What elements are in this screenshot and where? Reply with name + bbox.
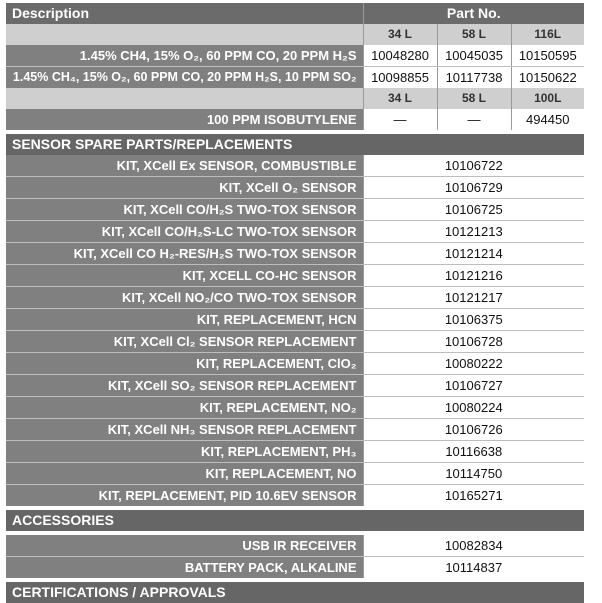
part-number: 10106727 <box>363 375 584 397</box>
part-label: BATTERY PACK, ALKALINE <box>6 557 363 579</box>
gas-mix-label: 100 PPM ISOBUTYLENE <box>6 109 363 130</box>
size-header-cell: 58 L <box>437 24 511 45</box>
section-header-row <box>6 582 584 603</box>
gas-mix-label: 1.45% CH4, 15% O₂, 60 PPM CO, 20 PPM H₂S <box>6 45 363 67</box>
part-number: 10080222 <box>363 353 584 375</box>
table-row <box>6 485 584 507</box>
table-row <box>6 67 584 89</box>
part-label: KIT, XCell NH₃ SENSOR REPLACEMENT <box>6 419 363 441</box>
part-number: 10117738 <box>437 67 511 89</box>
table-row <box>6 397 584 419</box>
part-number: 10116638 <box>363 441 584 463</box>
table-row <box>6 45 584 67</box>
table-row <box>6 199 584 221</box>
part-label: KIT, XCell O₂ SENSOR <box>6 177 363 199</box>
part-number: 10106725 <box>363 199 584 221</box>
gas-mix-label: 1.45% CH₄, 15% O₂, 60 PPM CO, 20 PPM H₂S, 10 PPM SO₂ <box>6 67 363 89</box>
size-header-cell: 58 L <box>437 88 511 109</box>
size-header-row <box>6 88 584 109</box>
description-header: Description <box>6 3 363 24</box>
part-number: 10121213 <box>363 221 584 243</box>
table-row <box>6 331 584 353</box>
size-header-blank <box>6 88 363 109</box>
parts-table <box>6 3 584 603</box>
part-number: 10150622 <box>511 67 584 89</box>
table-row <box>6 287 584 309</box>
part-number: 10106728 <box>363 331 584 353</box>
part-number: 10048280 <box>363 45 437 67</box>
part-number: 10045035 <box>437 45 511 67</box>
sensor-section-title: SENSOR SPARE PARTS/REPLACEMENTS <box>6 134 584 155</box>
part-number: — <box>437 109 511 130</box>
part-label: KIT, REPLACEMENT, PID 10.6EV SENSOR <box>6 485 363 507</box>
part-number: 10106729 <box>363 177 584 199</box>
table-header-row <box>6 3 584 24</box>
part-label: KIT, REPLACEMENT, NO₂ <box>6 397 363 419</box>
part-number: — <box>363 109 437 130</box>
part-label: KIT, XCELL CO-HC SENSOR <box>6 265 363 287</box>
size-header-cell: 116L <box>511 24 584 45</box>
part-number: 10106726 <box>363 419 584 441</box>
table-row <box>6 535 584 557</box>
part-number: 10080224 <box>363 397 584 419</box>
part-label: KIT, XCell Cl₂ SENSOR REPLACEMENT <box>6 331 363 353</box>
table-row <box>6 265 584 287</box>
certifications-section-title: CERTIFICATIONS / APPROVALS <box>6 582 584 603</box>
table-row <box>6 557 584 579</box>
table-row <box>6 109 584 130</box>
table-row <box>6 221 584 243</box>
size-header-cell: 34 L <box>363 88 437 109</box>
part-number: 10098855 <box>363 67 437 89</box>
table-row <box>6 177 584 199</box>
part-number: 10121216 <box>363 265 584 287</box>
size-header-blank <box>6 24 363 45</box>
size-header-cell: 34 L <box>363 24 437 45</box>
part-number: 10106375 <box>363 309 584 331</box>
table-row <box>6 353 584 375</box>
part-label: KIT, XCell CO/H₂S TWO-TOX SENSOR <box>6 199 363 221</box>
part-label: KIT, XCell Ex SENSOR, COMBUSTIBLE <box>6 155 363 177</box>
part-label: KIT, XCell CO/H₂S-LC TWO-TOX SENSOR <box>6 221 363 243</box>
part-no-header: Part No. <box>363 3 584 24</box>
part-number: 10106722 <box>363 155 584 177</box>
size-header-cell: 100L <box>511 88 584 109</box>
section-header-row <box>6 510 584 531</box>
part-label: KIT, XCell SO₂ SENSOR REPLACEMENT <box>6 375 363 397</box>
parts-table-sheet <box>6 3 584 603</box>
part-label: USB IR RECEIVER <box>6 535 363 557</box>
table-row <box>6 463 584 485</box>
part-number: 10114750 <box>363 463 584 485</box>
part-number: 10114837 <box>363 557 584 579</box>
table-row <box>6 375 584 397</box>
part-number: 10121214 <box>363 243 584 265</box>
part-label: KIT, REPLACEMENT, PH₃ <box>6 441 363 463</box>
section-header-row <box>6 134 584 155</box>
part-label: KIT, REPLACEMENT, NO <box>6 463 363 485</box>
part-number: 10121217 <box>363 287 584 309</box>
part-number: 10082834 <box>363 535 584 557</box>
part-number: 10150595 <box>511 45 584 67</box>
part-number: 10165271 <box>363 485 584 507</box>
table-row <box>6 419 584 441</box>
table-row <box>6 155 584 177</box>
table-row <box>6 309 584 331</box>
part-label: KIT, XCell CO H₂-RES/H₂S TWO-TOX SENSOR <box>6 243 363 265</box>
part-label: KIT, XCell NO₂/CO TWO-TOX SENSOR <box>6 287 363 309</box>
table-row <box>6 441 584 463</box>
part-label: KIT, REPLACEMENT, HCN <box>6 309 363 331</box>
accessories-section-title: ACCESSORIES <box>6 510 584 531</box>
table-row <box>6 243 584 265</box>
part-number: 494450 <box>511 109 584 130</box>
size-header-row <box>6 24 584 45</box>
part-label: KIT, REPLACEMENT, ClO₂ <box>6 353 363 375</box>
